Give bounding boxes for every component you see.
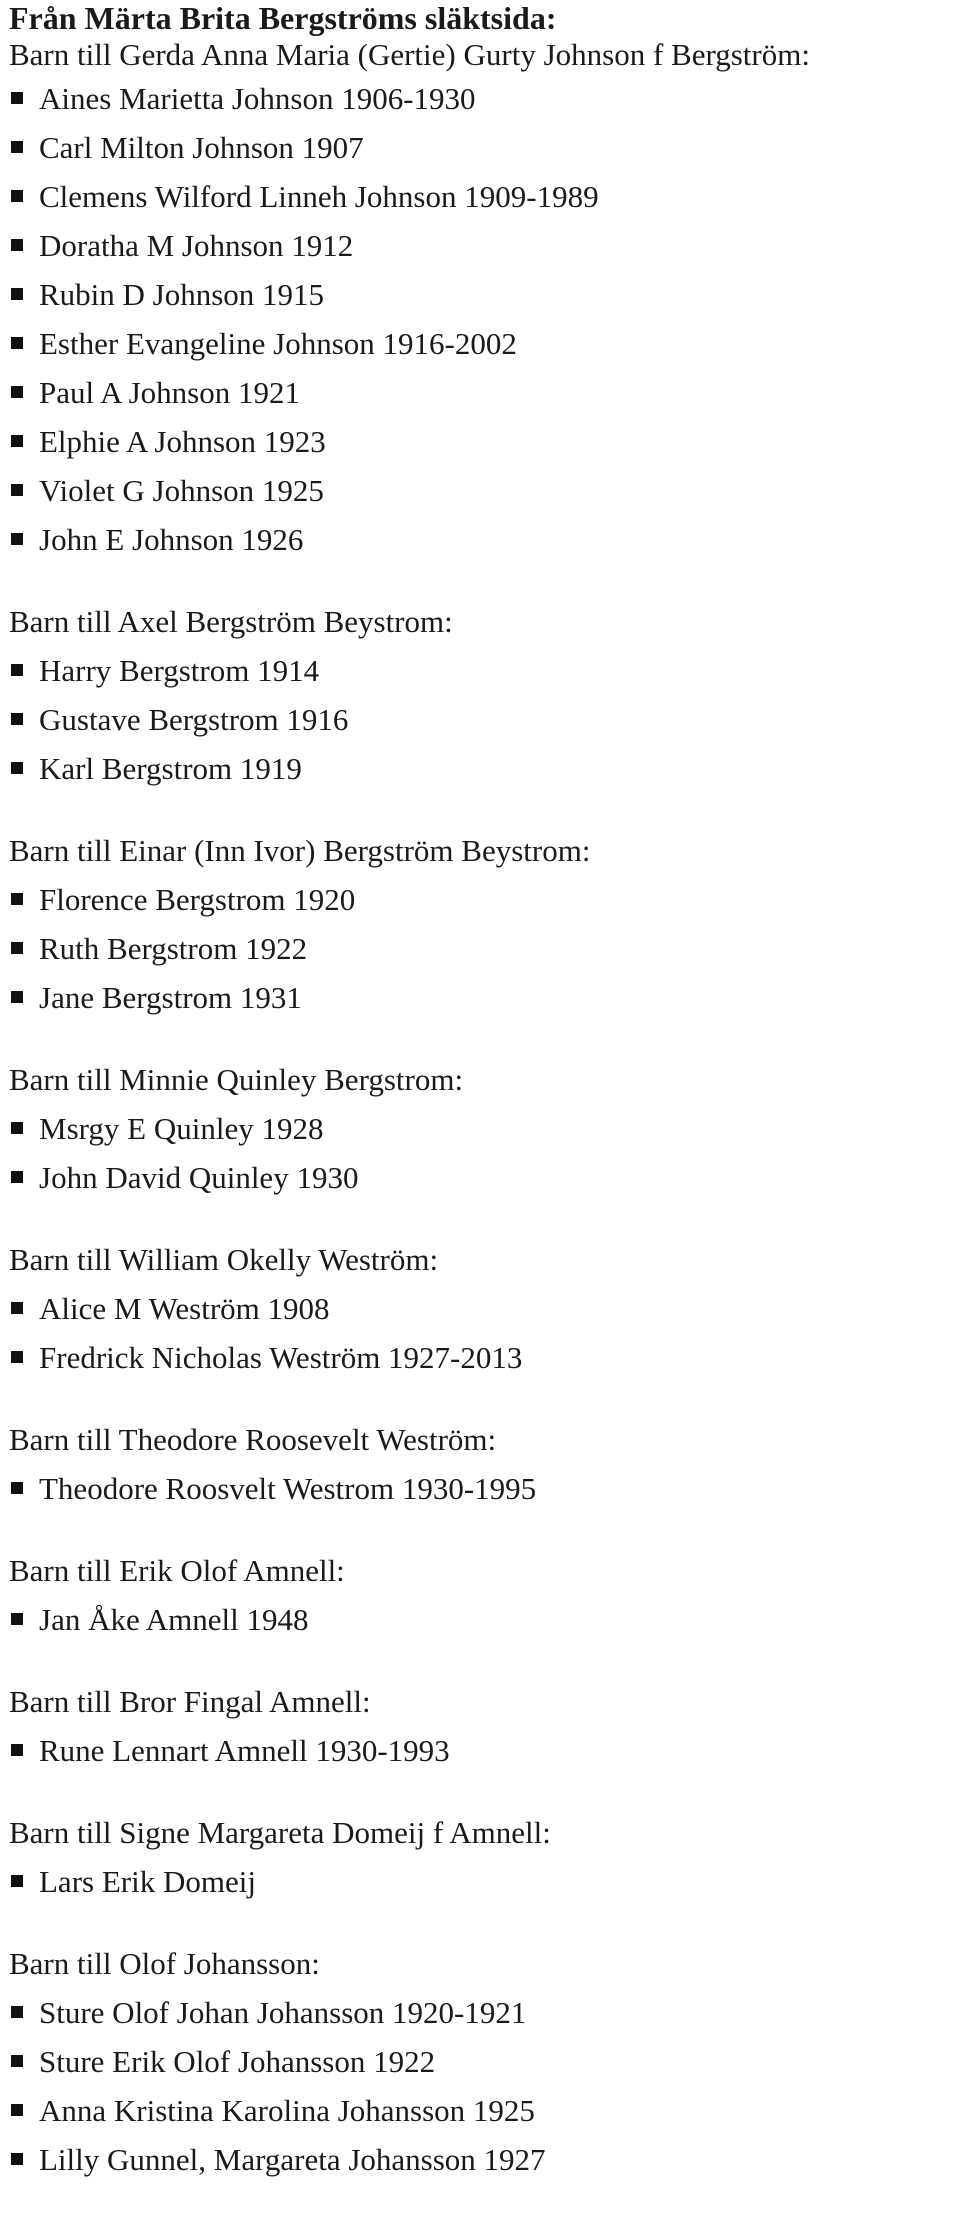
list-item [9, 1857, 960, 1906]
child-name: Violet G Johnson 1925 [39, 473, 324, 508]
square-bullet-icon [11, 288, 23, 300]
children-list [9, 1104, 960, 1202]
list-item [9, 368, 960, 417]
family-group [9, 1808, 960, 1906]
list-item [9, 515, 960, 564]
group-heading: Barn till Axel Bergström Beystrom: [9, 604, 453, 639]
child-name: Jane Bergstrom 1931 [39, 980, 302, 1015]
square-bullet-icon [11, 1351, 23, 1363]
group-heading: Barn till Olof Johansson: [9, 1946, 320, 1981]
list-item [9, 2135, 960, 2184]
list-item [9, 973, 960, 1022]
square-bullet-icon [11, 1744, 23, 1756]
family-groups [9, 36, 960, 2184]
child-name: Rubin D Johnson 1915 [39, 277, 325, 312]
child-name: John David Quinley 1930 [39, 1160, 359, 1195]
square-bullet-icon [11, 1613, 23, 1625]
children-list [9, 875, 960, 1022]
child-name: Lilly Gunnel, Margareta Johansson 1927 [39, 2142, 546, 2177]
group-heading: Barn till Minnie Quinley Bergstrom: [9, 1062, 464, 1097]
list-item [9, 1595, 960, 1644]
square-bullet-icon [11, 386, 23, 398]
family-group [9, 1677, 960, 1775]
family-group [9, 1546, 960, 1644]
child-name: Alice M Weström 1908 [39, 1291, 330, 1326]
family-group [9, 1235, 960, 1382]
list-item [9, 875, 960, 924]
list-item [9, 695, 960, 744]
list-item [9, 924, 960, 973]
square-bullet-icon [11, 435, 23, 447]
child-name: Esther Evangeline Johnson 1916-2002 [39, 326, 517, 361]
square-bullet-icon [11, 2006, 23, 2018]
group-heading: Barn till Signe Margareta Domeij f Amnell: [9, 1815, 551, 1850]
list-item [9, 417, 960, 466]
square-bullet-icon [11, 92, 23, 104]
child-name: Sture Erik Olof Johansson 1922 [39, 2044, 436, 2079]
square-bullet-icon [11, 239, 23, 251]
child-name: Doratha M Johnson 1912 [39, 228, 354, 263]
child-name: Rune Lennart Amnell 1930-1993 [39, 1733, 450, 1768]
list-item [9, 1988, 960, 2037]
square-bullet-icon [11, 713, 23, 725]
list-item [9, 466, 960, 515]
child-name: Paul A Johnson 1921 [39, 375, 300, 410]
group-heading: Barn till William Okelly Weström: [9, 1242, 439, 1277]
list-item [9, 744, 960, 793]
child-name: Jan Åke Amnell 1948 [39, 1602, 309, 1637]
child-name: Lars Erik Domeij [39, 1864, 256, 1899]
square-bullet-icon [11, 337, 23, 349]
square-bullet-icon [11, 762, 23, 774]
children-list [9, 74, 960, 564]
group-heading: Barn till Erik Olof Amnell: [9, 1553, 345, 1588]
square-bullet-icon [11, 942, 23, 954]
square-bullet-icon [11, 664, 23, 676]
list-item [9, 123, 960, 172]
square-bullet-icon [11, 2055, 23, 2067]
family-group [9, 1939, 960, 2184]
page-title: Från Märta Brita Bergströms släktsida: [9, 0, 557, 36]
child-name: Harry Bergstrom 1914 [39, 653, 320, 688]
child-name: Anna Kristina Karolina Johansson 1925 [39, 2093, 535, 2128]
child-name: John E Johnson 1926 [39, 522, 304, 557]
child-name: Ruth Bergstrom 1922 [39, 931, 308, 966]
child-name: Aines Marietta Johnson 1906-1930 [39, 81, 476, 116]
list-item [9, 646, 960, 695]
square-bullet-icon [11, 484, 23, 496]
list-item [9, 1464, 960, 1513]
square-bullet-icon [11, 1302, 23, 1314]
child-name: Carl Milton Johnson 1907 [39, 130, 364, 165]
square-bullet-icon [11, 190, 23, 202]
square-bullet-icon [11, 1482, 23, 1494]
square-bullet-icon [11, 1875, 23, 1887]
child-name: Msrgy E Quinley 1928 [39, 1111, 324, 1146]
child-name: Florence Bergstrom 1920 [39, 882, 356, 917]
group-heading: Barn till Theodore Roosevelt Weström: [9, 1422, 497, 1457]
list-item [9, 74, 960, 123]
square-bullet-icon [11, 893, 23, 905]
children-list [9, 1284, 960, 1382]
square-bullet-icon [11, 1171, 23, 1183]
square-bullet-icon [11, 991, 23, 1003]
child-name: Sture Olof Johan Johansson 1920-1921 [39, 1995, 527, 2030]
group-heading: Barn till Gerda Anna Maria (Gertie) Gurty Johnson f Bergström: [9, 37, 810, 72]
square-bullet-icon [11, 2104, 23, 2116]
list-item [9, 221, 960, 270]
list-item [9, 172, 960, 221]
family-group [9, 1415, 960, 1513]
child-name: Karl Bergstrom 1919 [39, 751, 302, 786]
children-list [9, 1988, 960, 2184]
square-bullet-icon [11, 1122, 23, 1134]
family-group [9, 826, 960, 1022]
list-item [9, 319, 960, 368]
list-item [9, 1333, 960, 1382]
square-bullet-icon [11, 2153, 23, 2165]
group-heading: Barn till Einar (Inn Ivor) Bergström Beystrom: [9, 833, 591, 868]
square-bullet-icon [11, 141, 23, 153]
list-item [9, 1726, 960, 1775]
child-name: Clemens Wilford Linneh Johnson 1909-1989 [39, 179, 599, 214]
children-list [9, 1464, 960, 1513]
children-list [9, 1595, 960, 1644]
square-bullet-icon [11, 533, 23, 545]
children-list [9, 1857, 960, 1906]
list-item [9, 1104, 960, 1153]
family-group [9, 597, 960, 793]
child-name: Gustave Bergstrom 1916 [39, 702, 349, 737]
children-list [9, 646, 960, 793]
list-item [9, 270, 960, 319]
list-item [9, 1284, 960, 1333]
children-list [9, 1726, 960, 1775]
list-item [9, 2037, 960, 2086]
family-group [9, 36, 960, 564]
child-name: Fredrick Nicholas Weström 1927-2013 [39, 1340, 523, 1375]
family-group [9, 1055, 960, 1202]
list-item [9, 2086, 960, 2135]
list-item [9, 1153, 960, 1202]
child-name: Elphie A Johnson 1923 [39, 424, 326, 459]
group-heading: Barn till Bror Fingal Amnell: [9, 1684, 371, 1719]
child-name: Theodore Roosvelt Westrom 1930-1995 [39, 1471, 537, 1506]
